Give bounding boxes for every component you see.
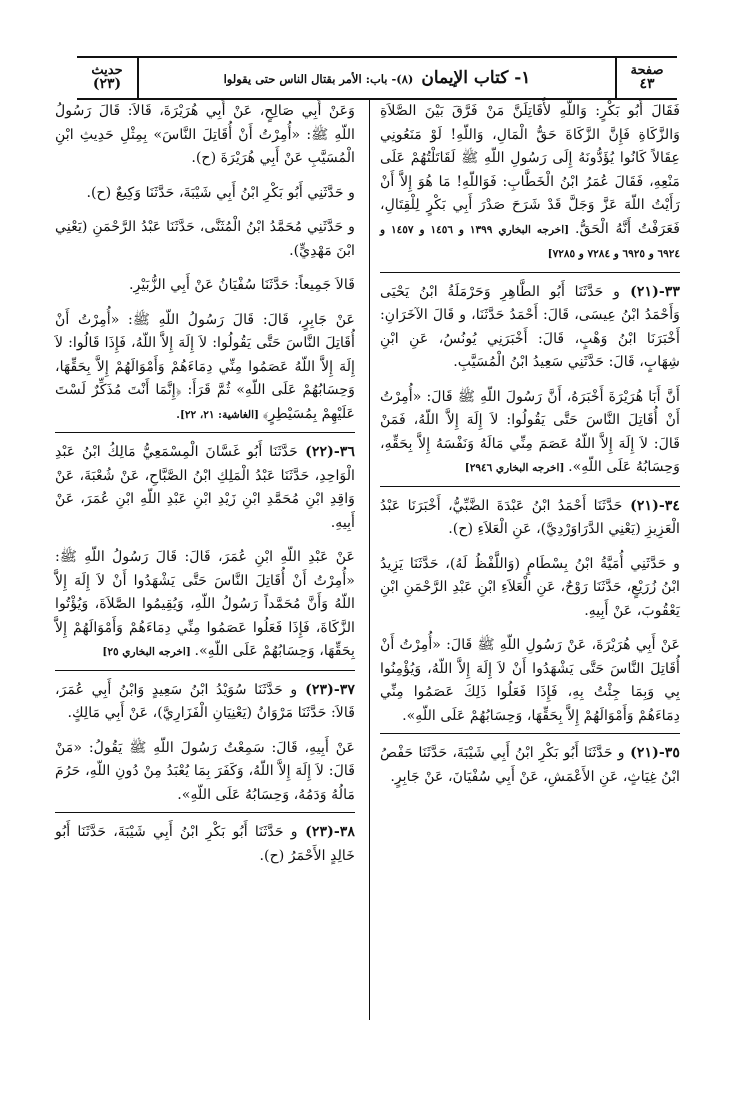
- hadith-paragraph: [55, 821, 355, 873]
- hadith-paragraph: [380, 386, 680, 487]
- hadith-text: و حَدَّثَنِي أُمَيَّةُ ابْنُ بِسْطَامٍ (وَاللَّفْظُ لَهُ)، حَدَّثَنَا يَزِيدُ ابْنُ زُرَيْعٍ، حَدَّثَنَا رَوْحٌ، عَنِ الْعَلاَءِ ابْنِ عَبْدِ الرَّحْمَنِ ابْنِ يَعْقُوبَ، عَنْ أَبِيهِ.: [380, 555, 680, 619]
- hadith-text: عَنْ جَابِرٍ، قَالَ: قَالَ رَسُولُ اللّهِ ﷺ: «أُمِرْتُ أَنْ أُقَاتِلَ النَّاسَ حَتَّى يَقُولُوا: لاَ إِلَهَ إِلاَّ اللّهُ، فَإِذَا قَالُوا: لاَ إِلَهَ إِلاَّ اللّهُ عَصَمُوا مِنِّي دِمَاءَهُمْ وَأَمْوَالَهُمْ إِلاَّ بِحَقِّهَا، وَحِسَابُهُمْ عَلَى اللّهِ» ثُمَّ قَرَأَ: ﴿إِنَّمَا أَنْتَ مُذَكِّرٌ لَسْتَ عَلَيْهِمْ بِمُسَيْطِرٍ﴾: [55, 311, 355, 422]
- hadith-index: ٣٤-(٢١): [622, 497, 681, 514]
- page-header: [77, 56, 677, 100]
- hadith-number: (٢٣): [92, 76, 122, 93]
- hadith-number-box: [77, 58, 139, 98]
- hadith-index: ٣٦-(٢٢): [297, 444, 355, 460]
- source-reference: [اخرجه البخاري ٢٩٤٦]: [464, 462, 569, 474]
- hadith-text: قَالاَ جَمِيعاً: حَدَّثَنَا سُفْيَانُ عَنْ أَبِي الزُّبَيْرِ.: [129, 277, 355, 293]
- hadith-paragraph: [55, 737, 355, 814]
- hadith-paragraph: [55, 274, 355, 303]
- hadith-paragraph: [380, 634, 680, 734]
- source-reference: [اخرجه البخاري ١٣٩٩ و ١٤٥٦ و ١٤٥٧ و ٦٩٢٤ و ٦٩٢٥ و ٧٢٨٤ و ٧٢٨٥]: [380, 223, 680, 260]
- hadith-text: حَدَّثَنَا أَحْمَدُ ابْنُ عَبْدَةَ الضَّبِّيُّ، أَخْبَرَنَا عَبْدُ الْعَزِيزِ (يَعْنِي الدَّرَاوَرْدِيَّ)، عَنِ الْعَلاَءِ (ح).: [380, 497, 680, 537]
- header-title: [139, 68, 615, 88]
- chapter-title: (٨)- باب: الأمر بقتال الناس حتى يقولوا: [223, 72, 414, 86]
- hadith-paragraph: [55, 182, 355, 211]
- book-title: ١- كتاب الإيمان: [421, 68, 531, 88]
- hadith-text: و حَدَّثَنِي مُحَمَّدُ ابْنُ الْمُثَنَّى، حَدَّثَنَا عَبْدُ الرَّحْمَنِ (يَعْنِي ابْنَ مَهْدِيٍّ).: [55, 219, 355, 259]
- hadith-paragraph: [55, 309, 355, 434]
- right-column: [380, 100, 680, 800]
- hadith-text: أَنَّ أَبَا هُرَيْرَةَ أَخْبَرَهُ، أَنَّ رَسُولَ اللّهِ ﷺ قَالَ: «أُمِرْتُ أَنْ أُقَاتِلَ النَّاسَ حَتَّى يَقُولُوا: لاَ إِلَهَ إِلاَّ اللّهُ، فَمَنْ قَالَ: لاَ إِلَهَ إِلاَّ اللّهُ عَصَمَ مِنِّي مَالَهُ وَنَفْسَهُ إِلاَّ بِحَقِّهِ، وَحِسَابُهُ عَلَى اللّهِ».: [380, 388, 680, 475]
- hadith-paragraph: [55, 100, 355, 176]
- page-number-box: [615, 58, 677, 98]
- hadith-paragraph: [380, 100, 680, 273]
- hadith-text: و حَدَّثَنَا أَبُو الطَّاهِرِ وَحَرْمَلَةُ ابْنُ يَحْيَى وَأَحْمَدُ ابْنُ عِيسَى، قَالَ: أَحْمَدُ حَدَّثَنَا، و قَالَ الآخَرَانِ: أَخْبَرَنَا ابْنُ وَهْبٍ، قَالَ: أَخْبَرَنِي يُونُسُ، عَنِ ابْنِ شِهَابٍ، قَالَ: حَدَّثَنِي سَعِيدُ ابْنُ الْمُسَيَّبِ.: [380, 283, 680, 370]
- hadith-text: و حَدَّثَنِي أَبُو بَكْرِ ابْنُ أَبِي شَيْبَةَ، حَدَّثَنَا وَكِيعٌ (ح).: [86, 184, 355, 201]
- hadith-paragraph: [380, 742, 680, 794]
- hadith-text: وَعَنْ أَبِي صَالِحٍ، عَنْ أَبِي هُرَيْرَةَ، قَالاَ: قَالَ رَسُولُ اللّهِ ﷺ: «أُمِرْتُ أَنْ أُقَاتِلَ النَّاسَ» بِمِثْلِ حَدِيثِ ابْنِ الْمُسَيَّبِ عَنْ أَبِي هُرَيْرَةَ (ح).: [55, 103, 355, 166]
- column-divider: [369, 100, 370, 1020]
- source-reference: [اخرجه البخاري ٢٥]: [102, 646, 195, 658]
- source-reference: [الغاشية: ٢١، ٢٢].: [176, 408, 263, 421]
- hadith-index: ٣٧-(٢٣): [297, 681, 355, 698]
- hadith-text: و حَدَّثَنَا أَبُو بَكْرِ ابْنُ أَبِي شَيْبَةَ، حَدَّثَنَا حَفْصُ ابْنُ غِيَاثٍ، عَنِ الأَعْمَشِ، عَنْ أَبِي سُفْيَانَ، عَنْ جَابِرٍ.: [380, 745, 680, 785]
- hadith-paragraph: [380, 495, 680, 547]
- hadith-index: ٣٥-(٢١): [624, 745, 681, 761]
- hadith-text: و حَدَّثَنَا أَبُو بَكْرِ ابْنُ أَبِي شَيْبَةَ، حَدَّثَنَا أَبُو خَالِدٍ الأَحْمَرُ (ح).: [55, 824, 355, 864]
- hadith-paragraph: [380, 553, 680, 629]
- hadith-paragraph: [380, 281, 680, 380]
- hadith-text: فَقَالَ أَبُو بَكْرٍ: وَاللّهِ لأُقَاتِلَنَّ مَنْ فَرَّقَ بَيْنَ الصَّلاَةِ وَالزَّكَاةِ فَإِنَّ الزَّكَاةَ حَقُّ الْمَالِ، وَاللّهِ! لَوْ مَنَعُونِي عِقَالاً كَانُوا يُؤَدُّونَهُ إِلَى رَسُولِ اللّهِ ﷺ لَقَاتَلْتُهُمْ عَلَى مَنْعِهِ، فَقَالَ عُمَرُ ابْنُ الْخَطَّابِ: فَوَاللّهِ! مَا هُوَ إِلاَّ أَنْ رَأَيْتُ اللّهَ عَزَّ وَجَلَّ قَدْ شَرَحَ صَدْرَ أَبِي بَكْرٍ لِلْقِتَالِ، فَعَرَفْتُ أَنَّهُ الْحَقُّ.: [380, 103, 680, 237]
- page-number: ٤٣: [639, 76, 655, 93]
- hadith-label: حديث: [91, 62, 123, 78]
- hadith-text: عَنْ أَبِي هُرَيْرَةَ، عَنْ رَسُولِ اللّهِ ﷺ قَالَ: «أُمِرْتُ أَنْ أُقَاتِلَ النَّاسَ حَتَّى يَشْهَدُوا أَنْ لاَ إِلَهَ إِلاَّ اللّهُ، وَيُؤْمِنُوا بِي وَبِمَا جِئْتُ بِهِ، فَإِذَا فَعَلُوا ذَلِكَ عَصَمُوا مِنِّي دِمَاءَهُمْ وَأَمْوَالَهُمْ إِلاَّ بِحَقِّهَا، وَحِسَابُهُمْ عَلَى اللّهِ».: [380, 637, 680, 724]
- hadith-index: ٣٣-(٢١): [620, 283, 680, 300]
- hadith-paragraph: [55, 546, 355, 671]
- hadith-text: حَدَّثَنَا أَبُو غَسَّانَ الْمِسْمَعِيُّ مَالِكُ ابْنُ عَبْدِ الْوَاحِدِ، حَدَّثَنَا عَبْدُ الْمَلِكِ ابْنُ الصَّبَّاحِ، عَنْ شُعْبَةَ، عَنْ وَاقِدِ ابْنِ مُحَمَّدِ ابْنِ زَيْدِ ابْنِ عَبْدِ اللّهِ ابْنِ عُمَرَ، عَنْ أَبِيهِ.: [55, 444, 355, 531]
- hadith-index: ٣٨-(٢٣): [297, 824, 356, 840]
- hadith-text: عَنْ عَبْدِ اللّهِ ابْنِ عُمَرَ، قَالَ: قَالَ رَسُولُ اللّهِ ﷺ: «أُمِرْتُ أَنْ أُقَاتِلَ النَّاسَ حَتَّى يَشْهَدُوا أَنْ لاَ إِلَهَ إِلاَّ اللّهُ وَأَنَّ مُحَمَّداً رَسُولُ اللّهِ، وَيُقِيمُوا الصَّلاَةَ، وَيُؤْتُوا الزَّكَاةَ، فَإِذَا فَعَلُوا عَصَمُوا مِنِّي دِمَاءَهُمْ وَأَمْوَالَهُمْ إِلاَّ بِحَقِّهَا، وَحِسَابُهُمْ عَلَى اللّهِ».: [55, 549, 355, 659]
- left-column: [55, 100, 355, 879]
- page-label: صفحة: [630, 62, 664, 78]
- hadith-text: و حَدَّثَنَا سُوَيْدُ ابْنُ سَعِيدٍ وَابْنُ أَبِي عُمَرَ، قَالاَ: حَدَّثَنَا مَرْوَانُ (يَعْنِيَانِ الْفَزَارِيَّ)، عَنْ أَبِي مَالِكٍ.: [55, 681, 355, 721]
- hadith-paragraph: [55, 679, 355, 731]
- hadith-paragraph: [55, 216, 355, 268]
- hadith-paragraph: [55, 441, 355, 540]
- hadith-text: عَنْ أَبِيهِ، قَالَ: سَمِعْتُ رَسُولَ اللّهِ ﷺ يَقُولُ: «مَنْ قَالَ: لاَ إِلَهَ إِلاَّ اللّهُ، وَكَفَرَ بِمَا يُعْبَدُ مِنْ دُونِ اللّهِ، حَرُمَ مَالُهُ وَدَمُهُ، وَحِسَابُهُ عَلَى اللّهِ».: [55, 739, 355, 803]
